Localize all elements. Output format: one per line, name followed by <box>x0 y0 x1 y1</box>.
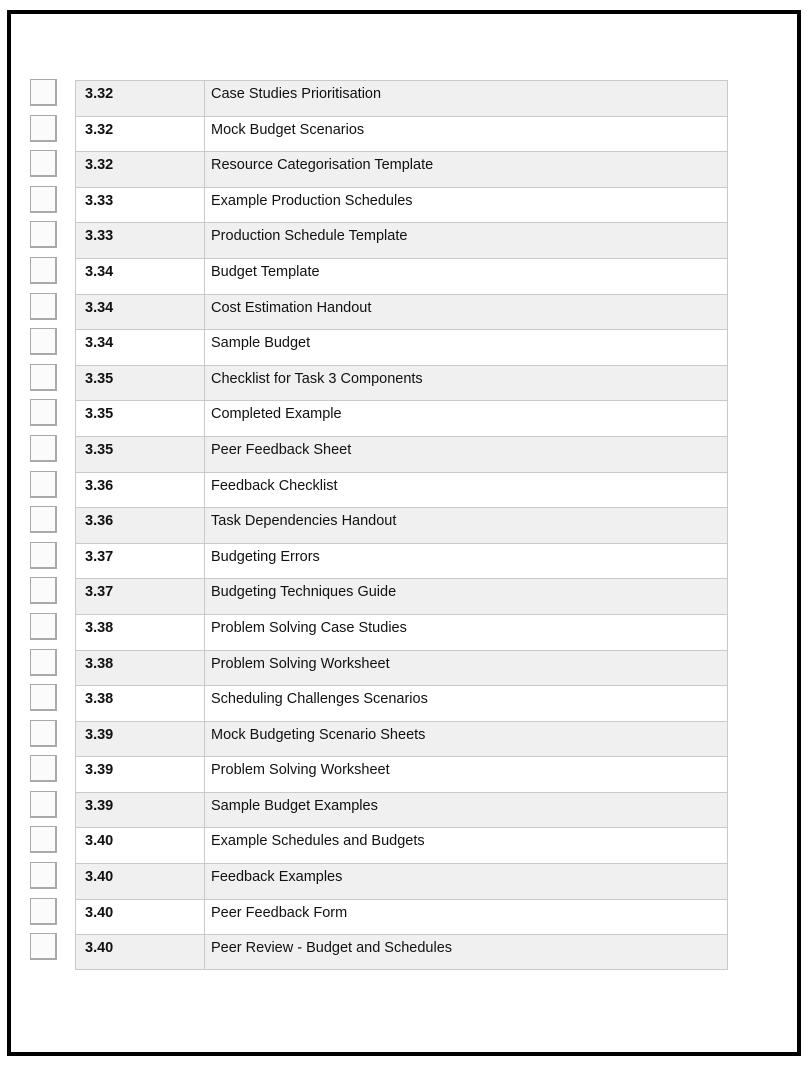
resource-title-cell: Feedback Examples <box>204 863 728 899</box>
row-checkbox[interactable] <box>30 186 57 213</box>
resource-title-cell: Budgeting Techniques Guide <box>204 578 728 614</box>
row-checkbox[interactable] <box>30 79 57 106</box>
resource-row <box>0 116 808 152</box>
row-checkbox[interactable] <box>30 328 57 355</box>
resource-number-cell: 3.40 <box>75 827 204 863</box>
resource-number-cell: 3.39 <box>75 792 204 828</box>
resource-number-cell: 3.40 <box>75 863 204 899</box>
row-checkbox[interactable] <box>30 257 57 284</box>
resource-title-cell: Example Schedules and Budgets <box>204 827 728 863</box>
resource-number-cell: 3.35 <box>75 436 204 472</box>
resource-title-cell: Task Dependencies Handout <box>204 507 728 543</box>
resource-row <box>0 80 808 116</box>
resource-title-cell: Feedback Checklist <box>204 472 728 508</box>
row-checkbox[interactable] <box>30 791 57 818</box>
resource-row <box>0 507 808 543</box>
checkbox-cell <box>0 400 75 436</box>
resource-title-cell: Scheduling Challenges Scenarios <box>204 685 728 721</box>
resource-row <box>0 472 808 508</box>
resource-row <box>0 151 808 187</box>
checkbox-cell <box>0 756 75 792</box>
resource-row <box>0 578 808 614</box>
resource-number-cell: 3.37 <box>75 578 204 614</box>
row-checkbox[interactable] <box>30 542 57 569</box>
resource-row <box>0 436 808 472</box>
resource-row <box>0 258 808 294</box>
row-checkbox[interactable] <box>30 684 57 711</box>
checkbox-cell <box>0 151 75 187</box>
resource-title-cell: Checklist for Task 3 Components <box>204 365 728 401</box>
checkbox-cell <box>0 934 75 970</box>
checkbox-cell <box>0 863 75 899</box>
checkbox-cell <box>0 792 75 828</box>
resource-title-cell: Peer Feedback Sheet <box>204 436 728 472</box>
resource-title-cell: Cost Estimation Handout <box>204 294 728 330</box>
row-checkbox[interactable] <box>30 826 57 853</box>
row-checkbox[interactable] <box>30 755 57 782</box>
checkbox-cell <box>0 436 75 472</box>
resource-number-cell: 3.33 <box>75 187 204 223</box>
resource-number-cell: 3.38 <box>75 685 204 721</box>
checkbox-cell <box>0 222 75 258</box>
resource-number-cell: 3.35 <box>75 365 204 401</box>
resource-table <box>0 80 808 970</box>
resource-row <box>0 365 808 401</box>
resource-row <box>0 721 808 757</box>
row-checkbox[interactable] <box>30 150 57 177</box>
resource-number-cell: 3.33 <box>75 222 204 258</box>
row-checkbox[interactable] <box>30 221 57 248</box>
resource-title-cell: Case Studies Prioritisation <box>204 80 728 116</box>
resource-number-cell: 3.39 <box>75 756 204 792</box>
checkbox-cell <box>0 365 75 401</box>
resource-number-cell: 3.40 <box>75 899 204 935</box>
row-checkbox[interactable] <box>30 898 57 925</box>
checkbox-cell <box>0 329 75 365</box>
resource-title-cell: Completed Example <box>204 400 728 436</box>
checkbox-cell <box>0 543 75 579</box>
checkbox-cell <box>0 578 75 614</box>
row-checkbox[interactable] <box>30 577 57 604</box>
row-checkbox[interactable] <box>30 399 57 426</box>
row-checkbox[interactable] <box>30 293 57 320</box>
resource-row <box>0 827 808 863</box>
resource-number-cell: 3.38 <box>75 614 204 650</box>
resource-number-cell: 3.32 <box>75 80 204 116</box>
resource-title-cell: Mock Budgeting Scenario Sheets <box>204 721 728 757</box>
resource-row <box>0 294 808 330</box>
resource-title-cell: Resource Categorisation Template <box>204 151 728 187</box>
checkbox-cell <box>0 899 75 935</box>
resource-title-cell: Production Schedule Template <box>204 222 728 258</box>
row-checkbox[interactable] <box>30 471 57 498</box>
resource-row <box>0 400 808 436</box>
checkbox-cell <box>0 614 75 650</box>
resource-title-cell: Mock Budget Scenarios <box>204 116 728 152</box>
row-checkbox[interactable] <box>30 613 57 640</box>
resource-title-cell: Budgeting Errors <box>204 543 728 579</box>
resource-row <box>0 187 808 223</box>
checkbox-cell <box>0 472 75 508</box>
resource-row <box>0 329 808 365</box>
row-checkbox[interactable] <box>30 506 57 533</box>
resource-number-cell: 3.39 <box>75 721 204 757</box>
checkbox-cell <box>0 721 75 757</box>
resource-number-cell: 3.35 <box>75 400 204 436</box>
resource-number-cell: 3.40 <box>75 934 204 970</box>
resource-title-cell: Problem Solving Worksheet <box>204 756 728 792</box>
resource-row <box>0 899 808 935</box>
resource-title-cell: Budget Template <box>204 258 728 294</box>
checkbox-cell <box>0 187 75 223</box>
row-checkbox[interactable] <box>30 933 57 960</box>
resource-number-cell: 3.34 <box>75 329 204 365</box>
row-checkbox[interactable] <box>30 862 57 889</box>
resource-row <box>0 792 808 828</box>
resource-row <box>0 685 808 721</box>
checkbox-cell <box>0 258 75 294</box>
checkbox-cell <box>0 827 75 863</box>
resource-number-cell: 3.34 <box>75 294 204 330</box>
resource-title-cell: Peer Review - Budget and Schedules <box>204 934 728 970</box>
checkbox-cell <box>0 650 75 686</box>
resource-row <box>0 222 808 258</box>
resource-title-cell: Peer Feedback Form <box>204 899 728 935</box>
resource-row <box>0 863 808 899</box>
resource-number-cell: 3.38 <box>75 650 204 686</box>
row-checkbox[interactable] <box>30 649 57 676</box>
checkbox-cell <box>0 80 75 116</box>
row-checkbox[interactable] <box>30 364 57 391</box>
resource-title-cell: Example Production Schedules <box>204 187 728 223</box>
resource-number-cell: 3.36 <box>75 472 204 508</box>
resource-number-cell: 3.37 <box>75 543 204 579</box>
resource-row <box>0 756 808 792</box>
resource-title-cell: Sample Budget <box>204 329 728 365</box>
resource-title-cell: Problem Solving Case Studies <box>204 614 728 650</box>
resource-number-cell: 3.32 <box>75 151 204 187</box>
row-checkbox[interactable] <box>30 435 57 462</box>
row-checkbox[interactable] <box>30 115 57 142</box>
resource-row <box>0 543 808 579</box>
resource-number-cell: 3.34 <box>75 258 204 294</box>
resource-title-cell: Sample Budget Examples <box>204 792 728 828</box>
resource-title-cell: Problem Solving Worksheet <box>204 650 728 686</box>
checkbox-cell <box>0 116 75 152</box>
resource-number-cell: 3.36 <box>75 507 204 543</box>
row-checkbox[interactable] <box>30 720 57 747</box>
resource-number-cell: 3.32 <box>75 116 204 152</box>
checkbox-cell <box>0 294 75 330</box>
checkbox-cell <box>0 685 75 721</box>
checkbox-cell <box>0 507 75 543</box>
resource-row <box>0 614 808 650</box>
resource-row <box>0 650 808 686</box>
resource-row <box>0 934 808 970</box>
